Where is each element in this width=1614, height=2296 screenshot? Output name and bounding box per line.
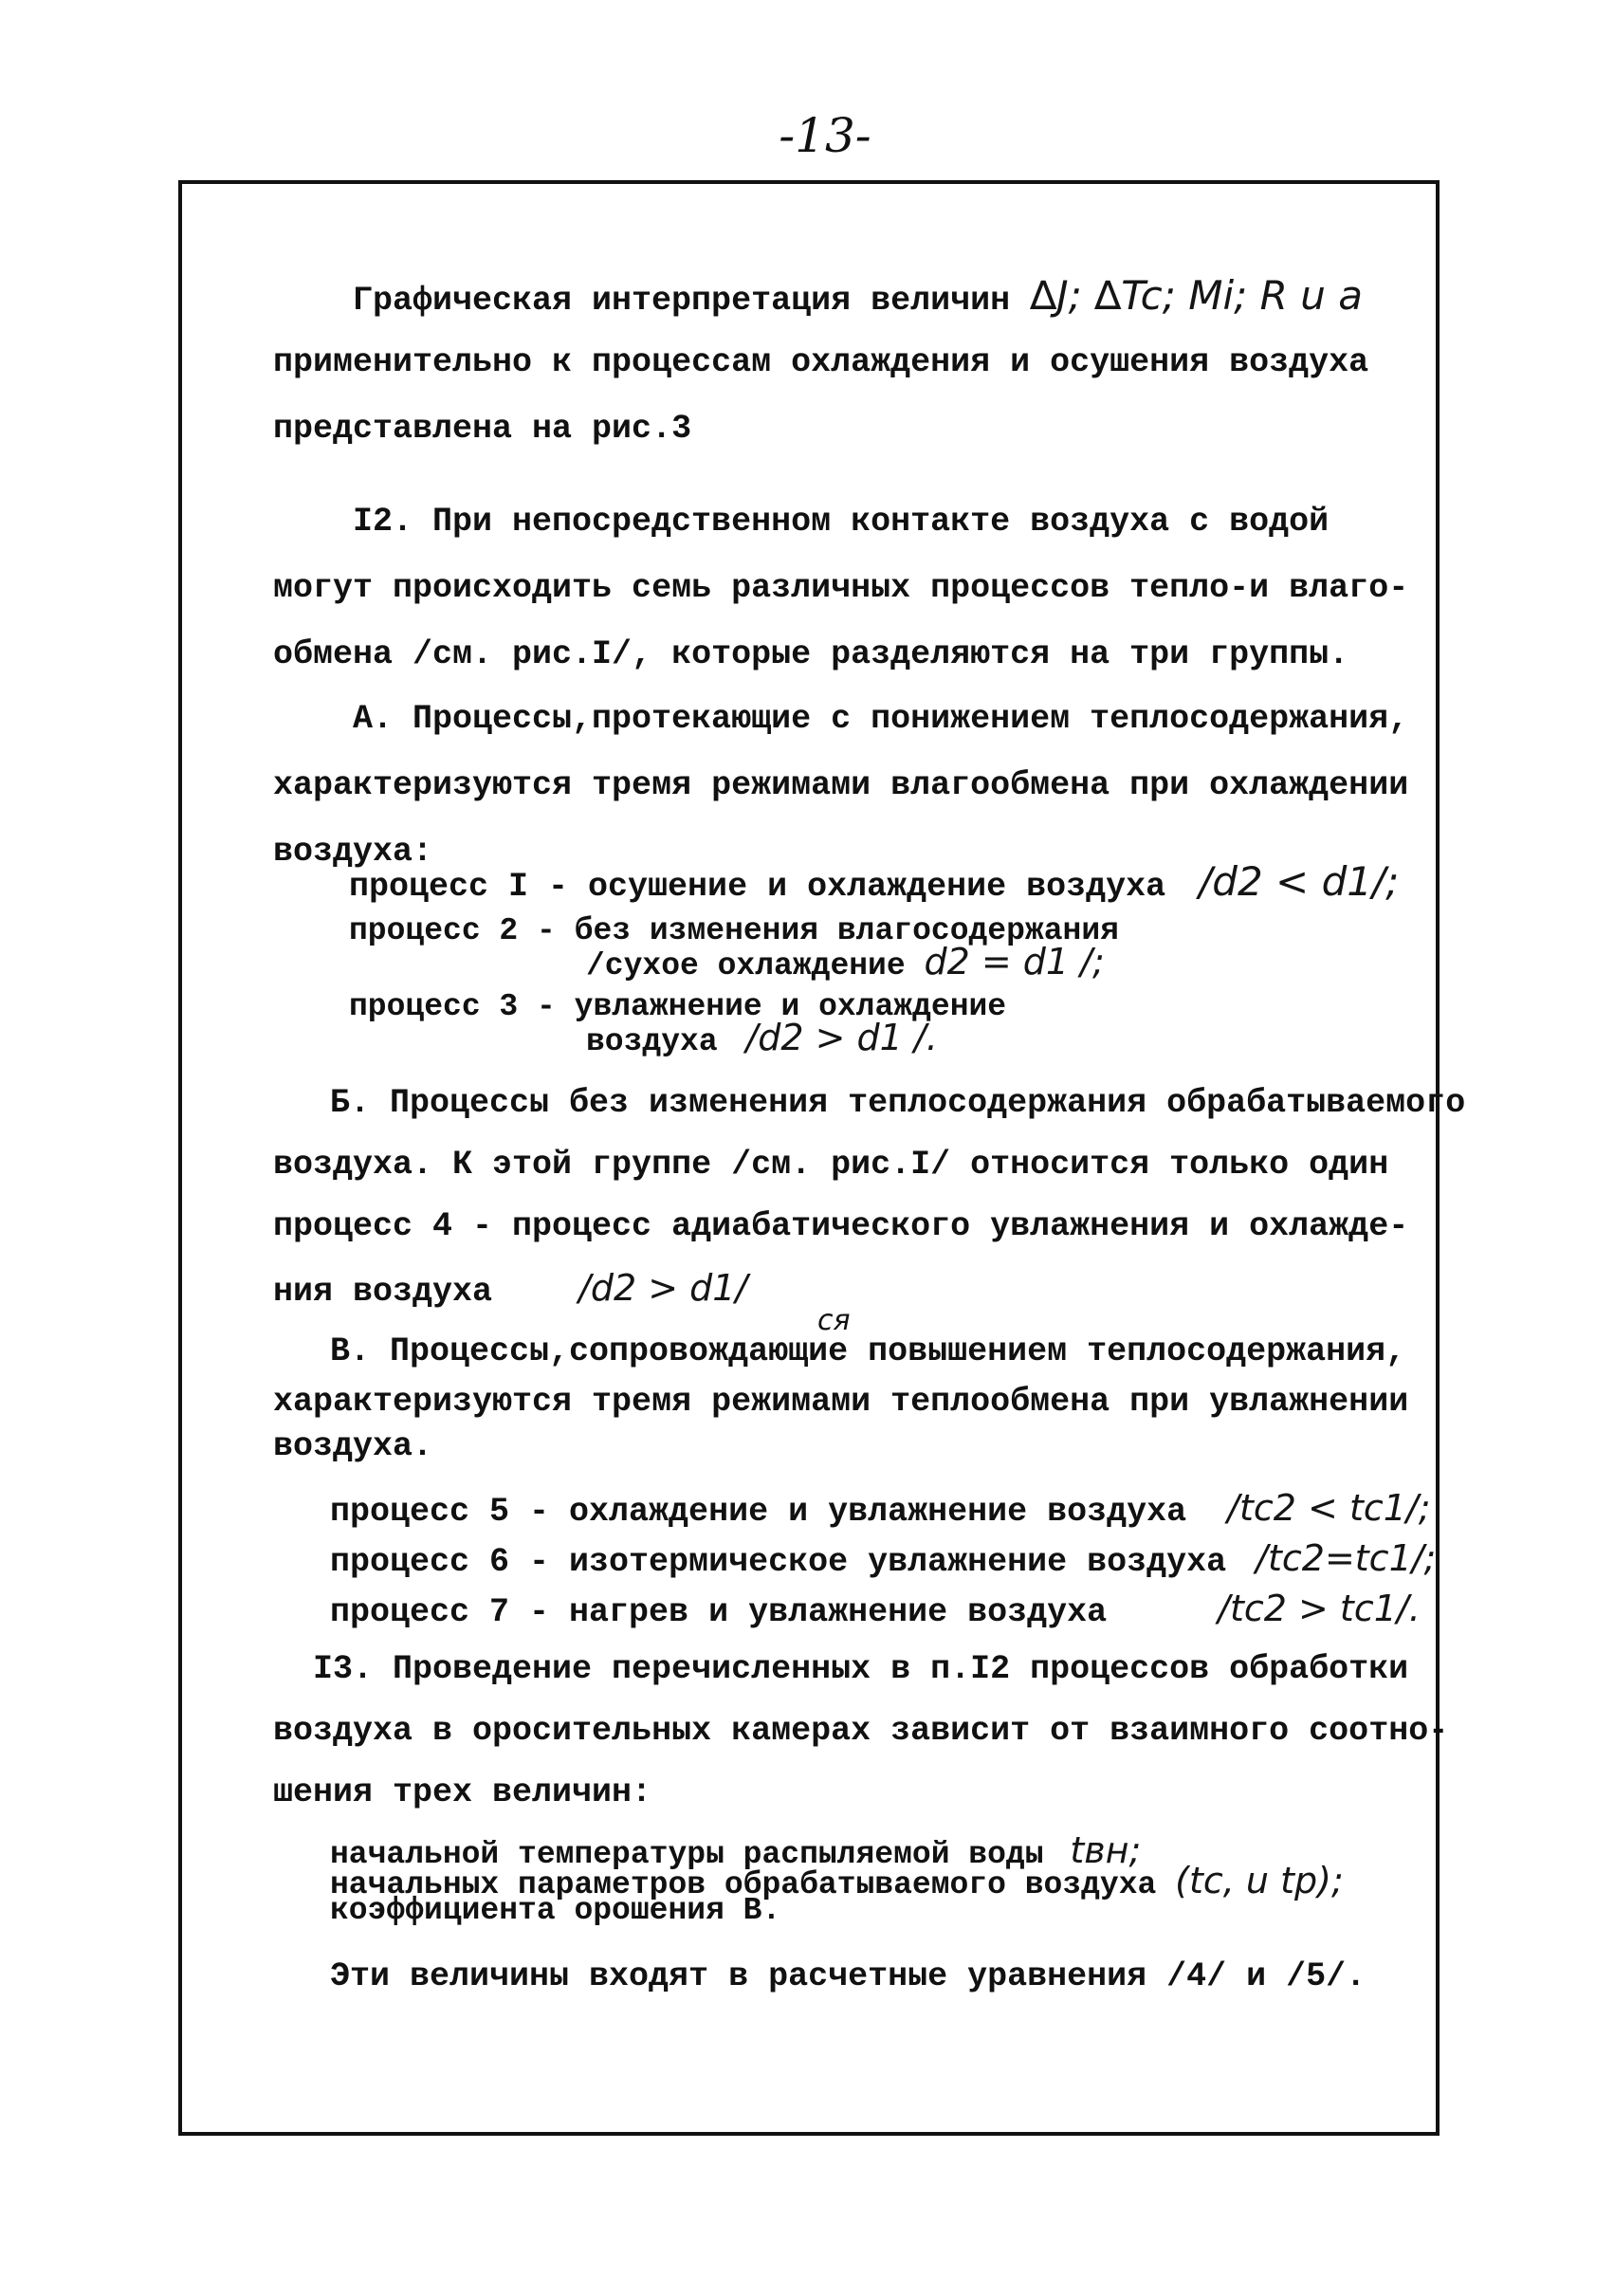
intro-line-1 — [353, 272, 1363, 320]
process-2-formula: d2 = d1 /; — [924, 941, 1105, 983]
p13-item-2-formula: (tc, u tp); — [1175, 1860, 1344, 1901]
process-7 — [330, 1589, 1421, 1631]
p13-item-3: коэффициента орошения В. — [330, 1893, 781, 1928]
handwritten-insert: ся — [817, 1304, 851, 1337]
process-5-text: процесс 5 - охлаждение и увлажнение воздуха — [330, 1493, 1187, 1531]
process-4-formula: /d2 > d1/ — [578, 1267, 748, 1309]
groupB-line-3: процесс 4 - процесс адиабатического увлажнения и охлажде- — [273, 1207, 1409, 1245]
process-2-line-1: процесс 2 - без изменения влагосодержания — [349, 913, 1119, 948]
process-3-formula: /d2 > d1 /. — [745, 1017, 938, 1058]
p13-line-2: воздуха в оросительных камерах зависит от взаимного соотно- — [273, 1712, 1449, 1750]
process-3-text: воздуха — [586, 1024, 718, 1059]
groupB-line-2: воздуха. К этой группе /см. рис.I/ относится только один — [273, 1146, 1389, 1184]
p13-item-2-text: начальных параметров обрабатываемого воздуха — [330, 1867, 1157, 1902]
process-3-line-2 — [586, 1017, 938, 1059]
intro-text: Графическая интерпретация величин — [353, 282, 1011, 320]
groupA-line-2: характеризуются тремя режимами влагообмена при охлаждении — [273, 766, 1409, 804]
p12-line-3: обмена /см. рис.I/, которые разделяются на три группы. — [273, 635, 1349, 673]
p12-line-2: могут происходить семь различных процессов тепло-и влаго- — [273, 569, 1409, 607]
groupB-line-1: Б. Процессы без изменения теплосодержания обрабатываемого — [330, 1084, 1466, 1122]
process-2-text: /сухое охлаждение — [586, 948, 906, 983]
intro-symbols: ∆J; ∆Tc; Mi; R u a — [1030, 272, 1363, 319]
intro-line-3: представлена на рис.3 — [273, 410, 692, 448]
p13-line-1: I3. Проведение перечисленных в п.I2 процессов обработки — [313, 1650, 1409, 1688]
groupB-line-4-text: ния воздуха — [273, 1273, 493, 1311]
process-3-line-1: процесс 3 - увлажнение и охлаждение — [349, 989, 1007, 1024]
p13-line-3: шения трех величин: — [273, 1773, 652, 1811]
process-1 — [349, 858, 1400, 906]
intro-line-2: применительно к процессам охлаждения и осушения воздуха — [273, 343, 1369, 381]
process-7-text: процесс 7 - нагрев и увлажнение воздуха — [330, 1593, 1108, 1631]
groupA-line-1: А. Процессы,протекающие с понижением теплосодержания, — [353, 700, 1409, 738]
groupC-line-2: характеризуются тремя режимами теплообмена при увлажнении — [273, 1383, 1409, 1421]
groupB-line-4 — [273, 1269, 747, 1311]
process-5 — [330, 1489, 1431, 1531]
page-number: -13- — [779, 108, 871, 163]
p12-line-1: I2. При непосредственном контакте воздуха с водой — [353, 503, 1330, 541]
groupA-line-3: воздуха: — [273, 833, 433, 871]
groupC-line-1: В. Процессы,сопровождающие повышением теплосодержания, — [330, 1332, 1406, 1370]
final-line: Эти величины входят в расчетные уравнения /4/ и /5/. — [330, 1957, 1366, 1995]
p13-item-1-formula: tвн; — [1070, 1829, 1142, 1871]
process-2-line-2 — [586, 941, 1105, 983]
process-7-formula: /tc2 > tc1/. — [1218, 1588, 1421, 1629]
process-5-formula: /tc2 < tc1/; — [1227, 1487, 1431, 1529]
process-1-text: процесс I - осушение и охлаждение воздуха — [349, 868, 1166, 906]
process-6 — [330, 1539, 1436, 1581]
groupC-line-3: воздуха. — [273, 1427, 433, 1465]
p13-item-1-text: начальной температуры распыляемой воды — [330, 1837, 1044, 1872]
process-6-formula: /tc2=tc1/; — [1256, 1537, 1437, 1579]
process-1-formula: /d2 < d1/; — [1199, 858, 1400, 905]
process-6-text: процесс 6 - изотермическое увлажнение воздуха — [330, 1543, 1227, 1581]
